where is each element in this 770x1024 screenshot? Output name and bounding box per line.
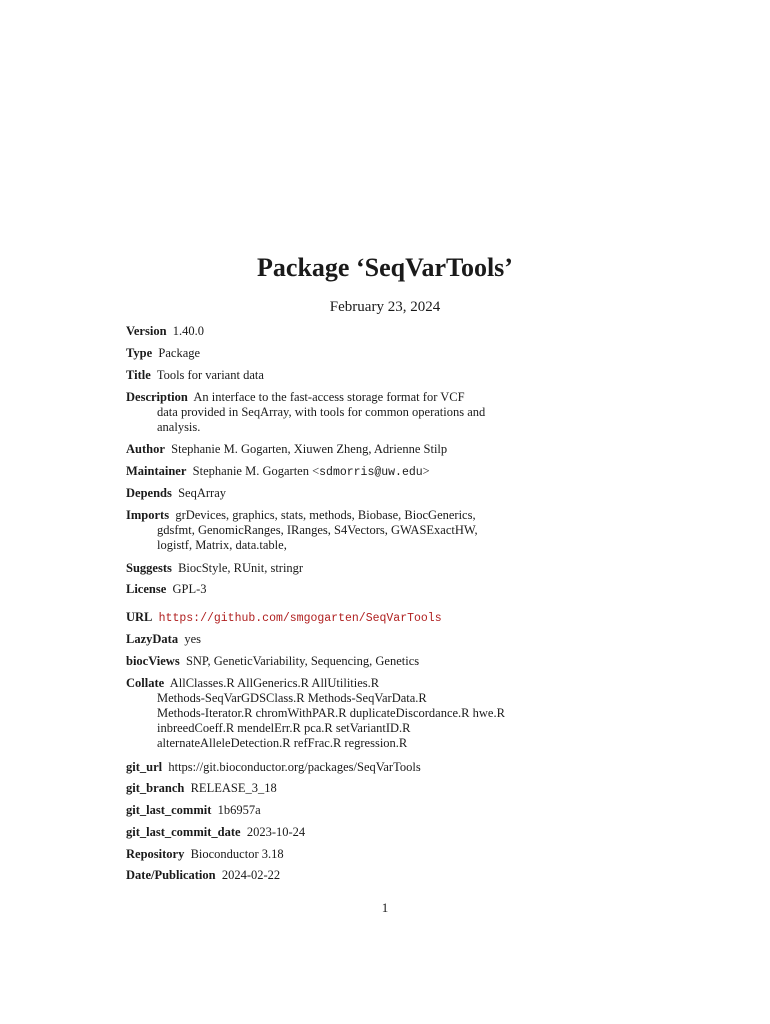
field-lazydata [126,632,526,647]
field-collate [126,676,526,751]
field-value-line: alternateAlleleDetection.R refFrac.R regression.R [157,736,408,750]
field-author [126,442,526,457]
field-version [126,324,526,339]
field-git-last-commit [126,803,526,818]
field-value: Tools for variant data [156,368,264,382]
field-key: Date/Publication [126,868,216,882]
field-git-branch [126,781,526,796]
field-key: Description [126,390,188,404]
field-value: Package [158,346,201,360]
field-license [126,582,526,597]
field-value-end: > [422,464,430,478]
field-key: License [126,582,167,596]
field-key: Version [126,324,167,338]
field-suggests [126,561,526,576]
field-value-line: analysis. [157,420,201,434]
maintainer-email: sdmorris@uw.edu [319,466,423,479]
field-value: Bioconductor 3.18 [190,847,284,861]
field-value-line: Methods-SeqVarGDSClass.R Methods-SeqVarData.R [157,691,427,705]
field-value-line: gdsfmt, GenomicRanges, IRanges, S4Vectors, GWASExactHW, [157,523,478,537]
field-type [126,346,526,361]
field-value-line: inbreedCoeff.R mendelErr.R pca.R setVariantID.R [157,721,411,735]
field-key: Collate [126,676,165,690]
field-value: SeqArray [178,486,226,500]
field-value: BiocStyle, RUnit, stringr [178,561,304,575]
package-title: Package ‘SeqVarTools’ [257,253,513,282]
field-value-line: Methods-Iterator.R chromWithPAR.R duplicateDiscordance.R hwe.R [157,706,505,720]
field-depends [126,486,526,501]
field-title [126,368,526,383]
field-key: Depends [126,486,172,500]
field-key: Author [126,442,165,456]
field-value: Stephanie M. Gogarten, Xiuwen Zheng, Adrienne Stilp [171,442,448,456]
field-value: SNP, GeneticVariability, Sequencing, Genetics [185,654,420,668]
field-date-publication [126,868,526,883]
field-key: Suggests [126,561,172,575]
field-value-line: logistf, Matrix, data.table, [157,538,287,552]
field-value: Stephanie M. Gogarten < [192,464,320,478]
field-key: Title [126,368,151,382]
field-key: Imports [126,508,170,522]
page-number: 1 [381,900,389,915]
field-value: RELEASE_3_18 [190,781,277,795]
field-key: biocViews [126,654,180,668]
url-link[interactable]: https://github.com/smgogarten/SeqVarTools [158,612,442,625]
field-value-line: data provided in SeqArray, with tools for common operations and [157,405,486,419]
field-value-line: AllClasses.R AllGenerics.R AllUtilities.R [169,676,380,690]
field-key: git_branch [126,781,185,795]
field-key: git_url [126,760,163,774]
field-biocviews [126,654,526,669]
field-value: 1b6957a [217,803,261,817]
field-key: URL [126,610,153,624]
field-git-url [126,760,526,775]
document-date: February 23, 2024 [329,299,441,315]
field-description [126,390,526,435]
field-git-last-commit-date [126,825,526,840]
field-value: GPL-3 [172,582,207,596]
field-key: git_last_commit_date [126,825,241,839]
field-key: Repository [126,847,185,861]
field-value: 2023-10-24 [246,825,306,839]
field-repository [126,847,526,862]
field-value-line: An interface to the fast-access storage format for VCF [193,390,465,404]
field-key: LazyData [126,632,179,646]
field-value: yes [184,632,201,646]
field-imports [126,508,526,553]
field-key: git_last_commit [126,803,212,817]
field-value: https://git.bioconductor.org/packages/SeqVarTools [168,760,421,774]
field-maintainer [126,464,526,480]
field-value: 1.40.0 [172,324,205,338]
field-key: Maintainer [126,464,187,478]
field-url [126,610,526,626]
field-key: Type [126,346,153,360]
field-value-line: grDevices, graphics, stats, methods, Biobase, BiocGenerics, [175,508,476,522]
field-value: 2024-02-22 [221,868,281,882]
